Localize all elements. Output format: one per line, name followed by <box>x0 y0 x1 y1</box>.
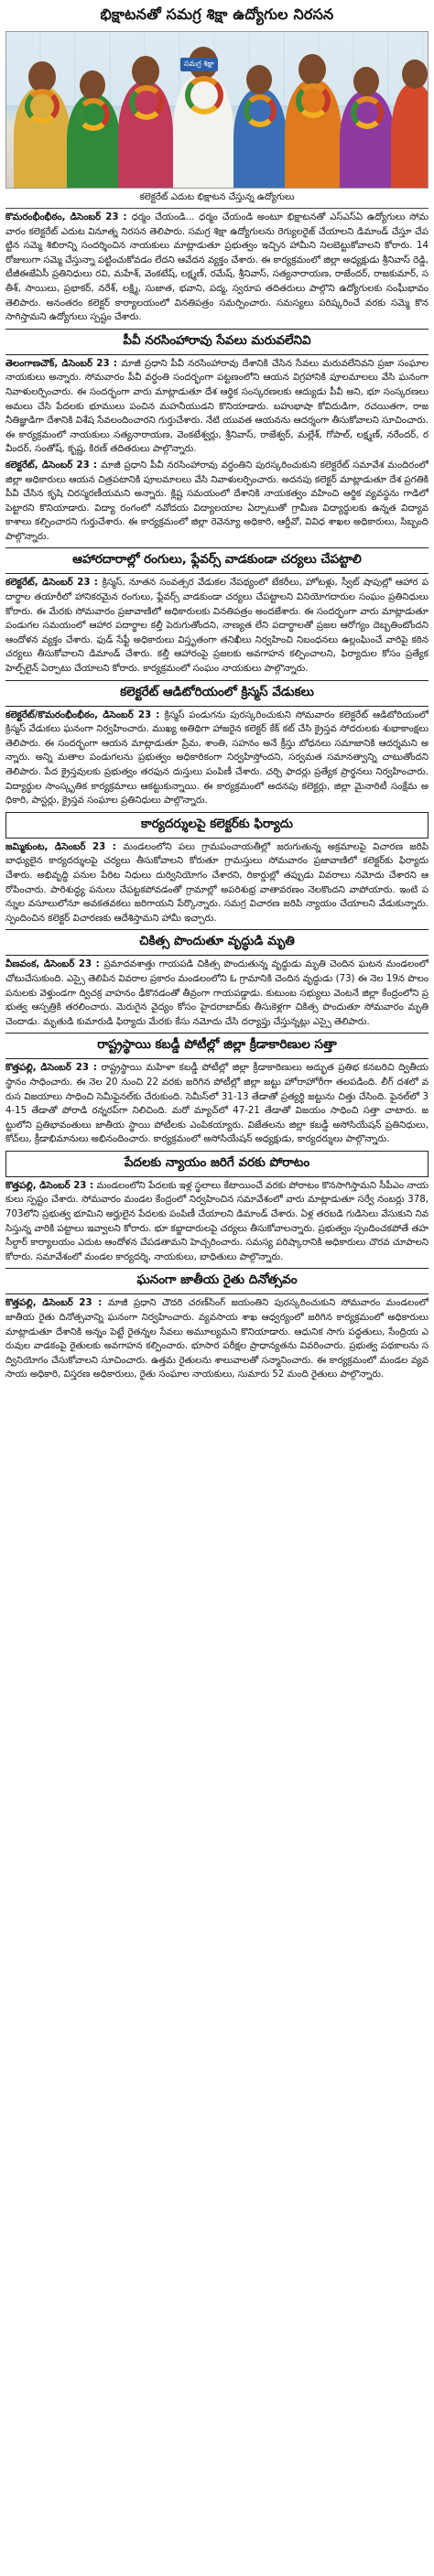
photo-garland <box>25 89 60 124</box>
article-body <box>5 357 429 457</box>
article-text: మాజీ ప్రధాని పీవీ నరసింహారావు వర్ధంతిని పురస్కరించుకుని కలెక్టరేట్ సమావేశ మందిరంలో జిల్లా అధికారులు ఆయన చిత్రపటానికి పూలమాలలు వేసి నివాళులర్పించారు. అదనపు కలెక్టర్ మాట్లాడుతూ దేశ ప్రగతికి పీవీ చేసిన కృషి చిరస్మరణీయమని అన్నారు. క్లిష్ట సమయంలో దేశానికి నాయకత్వం వహించి ఆర్థిక వ్యవస్థను గాడిలో పెట్టారని కొనియాడారు. విద్యా రంగంలో నవోదయ విద్యాలయాల ఏర్పాటుతో గ్రామీణ విద్యార్థులకు ఉన్నత విద్యావకాశాలు కల్పించారని గుర్తుచేశారు. ఈ కార్యక్రమంలో జిల్లా రెవెన్యూ అధికారి, ఆర్డీవో, వివిధ శాఖల అధికారులు, సిబ్బంది పాల్గొన్నారు. <box>5 460 429 542</box>
article-heading: చికిత్స పొందుతూ వృద్ధుడి మృతి <box>5 929 429 956</box>
article-body <box>5 1061 429 1147</box>
article-body <box>5 576 429 676</box>
article-dateline: వీణవంక, డిసెంబర్ 23 : <box>5 959 104 970</box>
photo-garland <box>77 98 110 131</box>
article-heading: కార్యదర్శులపై కలెక్టర్‌కు ఫిర్యాదు <box>5 812 429 839</box>
article-text: క్రిస్మస్, నూతన సంవత్సర వేడుకల నేపథ్యంలో బేకరీలు, హోటళ్లు, స్వీట్ షాపుల్లో ఆహార పదార్థాల తయారీలో హానికరమైన రంగులు, ఫ్లేవర్స్ వాడకుండా చర్యలు చేపట్టాలని వినియోగదారుల సంఘం ప్రతినిధులు కోరారు. ఈ మేరకు సోమవారం ప్రజావాణిలో అధికారులకు వినతిపత్రం అందజేశారు. ఈ సందర్భంగా వారు మాట్లాడుతూ పండుగల సమయంలో ఆహార పదార్థాల కల్తీ పెరుగుతోందని, నాణ్యత లేని పదార్థాలతో ప్రజల ఆరోగ్యం దెబ్బతింటోందని ఆందోళన వ్యక్తం చేశారు. ఫుడ్ సేఫ్టీ అధికారులు విస్తృతంగా తనిఖీలు నిర్వహించి నిబంధనలు ఉల్లంఘించే వారిపై కఠిన చర్యలు తీసుకోవాలని డిమాండ్ చేశారు. కల్తీ ఆహారంపై ప్రజలకు అవగాహన కల్పించాలని, ఫిర్యాదుల కోసం ప్రత్యేక హెల్ప్‌లైన్ ఏర్పాటు చేయాలని కోరారు. కార్యక్రమంలో సంఘం నాయకులు పాల్గొన్నారు. <box>5 578 429 675</box>
article-dateline: కలెక్టరేట్/కొమరంభీంభీఠం, డిసెంబర్ 23 : <box>5 709 165 720</box>
photo-garland <box>244 94 277 127</box>
article-body <box>5 1179 429 1265</box>
article-text: ప్రమాదవశాత్తు గాయపడి చికిత్స పొందుతున్న వృద్ధుడు మృతి చెందిన ఘటన మండలంలో చోటుచేసుకుంది. ఎస్సై తెలిపిన వివరాల ప్రకారం మండలంలోని ఓ గ్రామానికి చెందిన వృద్ధుడు (73) ఈ నెల 19న పొలం పనులకు వెళ్తుండగా ద్విచక్ర వాహనం ఢీకొనడంతో తీవ్రంగా గాయపడ్డాడు. కుటుంబ సభ్యులు వెంటనే జిల్లా కేంద్రంలోని ప్రభుత్వ ఆస్పత్రికి తరలించారు. మెరుగైన వైద్యం కోసం హైదరాబాద్‌కు తీసుకెళ్లగా చికిత్స పొందుతూ సోమవారం మృతి చెందాడు. మృతుడి కుమారుడి ఫిర్యాదు మేరకు కేసు నమోదు చేసి దర్యాప్తు చేస్తున్నట్లు ఎస్సై తెలిపారు. <box>5 959 429 1027</box>
article-dateline: జమ్మికుంట, డిసెంబర్ 23 : <box>5 841 124 852</box>
photo-person-head <box>298 54 326 85</box>
article-text: మాజీ ప్రధాని పీవీ నరసింహారావు దేశానికి చేసిన సేవలు మరువలేనివని ప్రజా సంఘాల నాయకులు అన్నారు. సోమవారం పీవీ వర్ధంతి సందర్భంగా పట్టణంలోని ఆయన విగ్రహానికి పూలమాలలు వేసి ఘనంగా నివాళులర్పించారు. ఈ సందర్భంగా వారు మాట్లాడుతూ దేశ ఆర్థిక సంస్కరణలకు ఆద్యుడు పీవీ అని, భూ సంస్కరణలు అమలు చేసి పేదలకు భూములు పంచిన మహనీయుడని కొనియాడారు. బహుభాషా కోవిదుడిగా, రచయితగా, రాజనీతిజ్ఞుడిగా దేశానికి విశేష సేవలందించారని గుర్తుచేశారు. నేటి యువత ఆయనను ఆదర్శంగా తీసుకోవాలని సూచించారు. ఈ కార్యక్రమంలో నాయకులు సత్యనారాయణ, వెంకటేశ్వర్లు, శ్రీనివాస్, రాజేశ్వర్, మల్లేశ్, గోపాల్, లక్ష్మణ్, నరేందర్, రవీందర్, సంతోష్, కృష్ణ, కిరణ్ తదితరులు పాల్గొన్నారు. <box>5 358 429 455</box>
article-dateline: కలెక్టరేట్, డిసెంబర్ 23 : <box>5 578 103 589</box>
photo-person-head <box>80 70 105 100</box>
article-body <box>5 840 429 926</box>
article-text: క్రిస్మస్ పండుగను పురస్కరించుకుని సోమవారం కలెక్టరేట్ ఆడిటోరియంలో క్రిస్మస్ వేడుకలు ఘనంగా నిర్వహించారు. ముఖ్య అతిథిగా హాజరైన కలెక్టర్ కేక్ కట్ చేసి క్రైస్తవ సోదరులకు శుభాకాంక్షలు తెలిపారు. ఈ సందర్భంగా ఆయన మాట్లాడుతూ ప్రేమ, శాంతి, సహనం అనే క్రీస్తు బోధనలు సమాజానికి ఆదర్శమని అన్నారు. అన్ని మతాల పండుగలను ప్రభుత్వం అధికారికంగా నిర్వహిస్తోందని, సర్వమత సమానత్వాన్ని చాటుతోందని తెలిపారు. పేద క్రైస్తవులకు ప్రభుత్వం తరఫున దుస్తులు పంపిణీ చేశారు. చర్చి ఫాదర్లు ప్రత్యేక ప్రార్థనలు నిర్వహించారు. విద్యార్థుల సాంస్కృతిక కార్యక్రమాలు ఆకట్టుకున్నాయి. ఈ కార్యక్రమంలో అదనపు కలెక్టర్లు, జిల్లా మైనారిటీ సంక్షేమ అధికారి, పాస్టర్లు, క్రైస్తవ సంఘాల ప్రతినిధులు పాల్గొన్నారు. <box>5 709 429 806</box>
article-body <box>5 1296 429 1382</box>
article-text: ధర్మం చేయండి... ధర్మం చేయండి అంటూ భిక్షాటనతో ఎస్ఎస్ఏ ఉద్యోగులు సోమవారం కలెక్టరేట్ ఎదుట వినూత్న నిరసన తెలిపారు. సమగ్ర శిక్షా ఉద్యోగులను రెగ్యులరైజ్ చేయాలని డిమాండ్ చేస్తూ చేపట్టిన సమ్మె శిబిరాన్ని సందర్శించిన నాయకులు మాట్లాడుతూ ప్రభుత్వం ఇచ్చిన హామీని నిలబెట్టుకోవాలని కోరారు. 14 రోజులుగా సమ్మె చేస్తున్నా పట్టించుకోవడం లేదని ఆవేదన వ్యక్తం చేశారు. ఈ కార్యక్రమంలో జిల్లా అధ్యక్షుడు శ్రీనివాస్ రెడ్డి, టీజీఈజేఏసీ ప్రతినిధులు రవి, మహేశ్, వెంకటేష్, లక్ష్మణ్, రమేష్, శ్రీనివాస్, సత్యనారాయణ, రాజేందర్, రాజకుమార్, సతీశ్, సాయిలు, ప్రభాకర్, నరేశ్, లక్ష్మి, సుజాత, భవాని, పద్మ, స్వరూప తదితరులు పాల్గొని ఉద్యోగులకు సంఘీభావం తెలిపారు. అనంతరం కలెక్టర్ కార్యాలయంలో వినతిపత్రం సమర్పించారు. సమస్యలు పరిష్కరించే వరకు సమ్మె కొనసాగిస్తామని ఉద్యోగులు స్పష్టం చేశారు. <box>5 212 429 323</box>
photo-person-head <box>246 65 272 94</box>
article-heading: ఘనంగా జాతీయ రైతు దినోత్సవం <box>5 1268 429 1294</box>
article-dateline: కొత్తపల్లి, డిసెంబర్ 23 : <box>5 1298 108 1309</box>
article-dateline: కొమరంభీంభీఠం, డిసెంబర్ 23 : <box>5 212 132 222</box>
photo-person-head <box>353 67 379 96</box>
protest-photo <box>5 31 429 189</box>
article-text: మండలంలోని పేదలకు ఇళ్ల స్థలాలు కేటాయించే వరకు పోరాటం కొనసాగిస్తామని సీపీఎం నాయకులు స్పష్టం చేశారు. సోమవారం మండల కేంద్రంలో నిర్వహించిన సమావేశంలో వారు మాట్లాడుతూ సర్వే నంబర్లు 378, 703లోని ప్రభుత్వ భూమిని అర్హులైన పేదలకు పంపిణీ చేయాలని డిమాండ్ చేశారు. ఏళ్ల తరబడి గుడిసెలు వేసుకుని నివసిస్తున్న వారికి పట్టాలు ఇవ్వాలని కోరారు. భూ కబ్జాదారులపై చర్యలు తీసుకోవాలన్నారు. ప్రభుత్వం స్పందించకపోతే తహసీల్దార్ కార్యాలయం ఎదుట ఆందోళన చేపడతామని హెచ్చరించారు. సమస్య పరిష్కారానికి అధికారులు చొరవ చూపాలని కోరారు. సమావేశంలో మండల కార్యదర్శి, నాయకులు, బాధితులు పాల్గొన్నారు. <box>5 1180 429 1262</box>
photo-garland <box>185 76 223 114</box>
article-heading: రాష్ట్రస్థాయి కబడ్డీ పోటీల్లో జిల్లా క్రీడాకారిణుల సత్తా <box>5 1033 429 1059</box>
photo-person-head <box>132 56 159 87</box>
article-dateline: తెలంగాణచౌక్, డిసెంబర్ 23 : <box>5 358 122 369</box>
photo-person-head <box>28 61 56 92</box>
article-body <box>5 958 429 1029</box>
article-body <box>5 709 429 808</box>
photo-garland <box>351 96 384 129</box>
main-headline: భిక్షాటనతో సమగ్ర శిక్షా ఉద్యోగుల నిరసన <box>100 5 334 23</box>
article-body <box>5 459 429 545</box>
photo-person <box>391 83 429 189</box>
article-heading: పేదలకు న్యాయం జరిగే వరకు పోరాటం <box>5 1151 429 1177</box>
article-body <box>5 211 429 325</box>
article-text: రాష్ట్రస్థాయి మహిళా కబడ్డీ పోటీల్లో జిల్లా క్రీడాకారిణులు అద్భుత ప్రతిభ కనబరిచి ద్వితీయ స్థానం సాధించారు. ఈ నెల 20 నుంచి 22 వరకు జరిగిన పోటీల్లో జిల్లా జట్టు హోరాహోరీగా తలపడింది. లీగ్ దశలో వరుస విజయాలు సాధించి సెమీఫైనల్‌కు చేరుకుంది. సెమీస్‌లో 31-13 తేడాతో ప్రత్యర్థి జట్టును చిత్తు చేసింది. ఫైనల్‌లో 34-15 తేడాతో పోరాడి రన్నరప్‌గా నిలిచింది. మరో మ్యాచ్‌లో 47-21 తేడాతో విజయం సాధించి సత్తా చాటారు. జట్టులోని ప్రతిభావంతులు జాతీయ స్థాయి పోటీలకు ఎంపికయ్యారు. విజేతలను జిల్లా కబడ్డీ అసోసియేషన్ ప్రతినిధులు, కోచ్‌లు, క్రీడాభిమానులు అభినందించారు. కార్యక్రమంలో అసోసియేషన్ అధ్యక్షుడు, కార్యదర్శులు పాల్గొన్నారు. <box>5 1063 429 1145</box>
article-text: మండలంలోని పలు గ్రామపంచాయతీల్లో జరుగుతున్న అక్రమాలపై విచారణ జరిపి బాధ్యులైన కార్యదర్శులపై చర్యలు తీసుకోవాలని కోరుతూ గ్రామస్తులు సోమవారం ప్రజావాణిలో కలెక్టర్‌కు ఫిర్యాదు చేశారు. అభివృద్ధి పనుల పేరిట నిధులు దుర్వినియోగం చేశారని, రికార్డుల్లో తప్పుడు వివరాలు నమోదు చేశారని ఆరోపించారు. పారిశుద్ధ్య పనులు చేపట్టకపోవడంతో గ్రామాల్లో అపరిశుభ్ర వాతావరణం నెలకొందని వాపోయారు. ఇంటి పన్నుల వసూలులోనూ అవకతవకలు జరిగాయని పేర్కొన్నారు. సమగ్ర విచారణ జరిపి న్యాయం చేయాలని వేడుకున్నారు. స్పందించిన కలెక్టర్ విచారణకు ఆదేశిస్తామని హామీ ఇచ్చారు. <box>5 841 429 924</box>
photo-caption: కలెక్టరేట్ ఎదుట భిక్షాటన చేస్తున్న ఉద్యోగులు <box>5 189 429 209</box>
article-dateline: కొత్తపల్లి, డిసెంబర్ 23 : <box>5 1180 97 1191</box>
photo-garland <box>296 83 331 118</box>
protest-sign: సమగ్ర శిక్షా <box>180 58 218 71</box>
articles-list <box>5 211 429 1382</box>
article-dateline: కొత్తపల్లి, డిసెంబర్ 23 : <box>5 1063 102 1074</box>
article-text: మాజీ ప్రధాని చౌదరి చరణ్‌సింగ్ జయంతిని పురస్కరించుకుని సోమవారం మండలంలో జాతీయ రైతు దినోత్సవాన్ని ఘనంగా నిర్వహించారు. వ్యవసాయ శాఖ ఆధ్వర్యంలో జరిగిన కార్యక్రమంలో అధికారులు మాట్లాడుతూ దేశానికి అన్నం పెట్టే రైతన్నల సేవలు అమూల్యమని కొనియాడారు. ఆధునిక సాగు పద్ధతులు, సేంద్రియ ఎరువుల వాడకంపై రైతులకు అవగాహన కల్పించారు. భూసార పరీక్షల ప్రాధాన్యతను వివరించారు. ప్రభుత్వ పథకాలను సద్వినియోగం చేసుకోవాలని సూచించారు. ఉత్తమ రైతులను శాలువాలతో సన్మానించారు. ఈ కార్యక్రమంలో మండల వ్యవసాయ అధికారి, విస్తరణ అధికారులు, రైతు సంఘాల నాయకులు, సుమారు 52 మంది రైతులు పాల్గొన్నారు. <box>5 1298 429 1380</box>
article-dateline: కలెక్టరేట్, డిసెంబర్ 23 : <box>5 460 102 471</box>
photo-person-head <box>402 60 428 89</box>
article-heading: ఆహారదారాల్లో రంగులు, ఫ్లేవర్స్ వాడకుండా చర్యలు చేపట్టాలి <box>5 547 429 574</box>
article-heading: పీవీ నరసింహారావు సేవలు మరువలేనివి <box>5 329 429 355</box>
article-heading: కలెక్టరేట్ ఆడిటోరియంలో క్రిస్మస్ వేడుకలు <box>5 680 429 707</box>
photo-garland <box>129 85 164 120</box>
